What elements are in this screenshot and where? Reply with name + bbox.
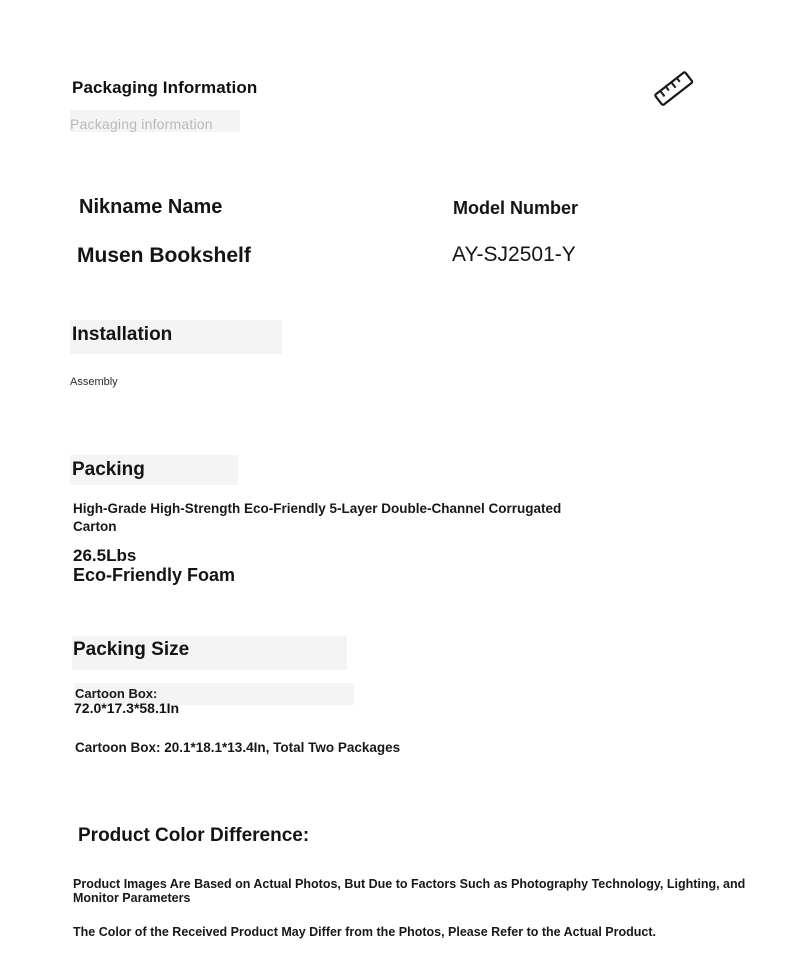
packing-material-value: High-Grade High-Strength Eco-Friendly 5-Layer Double-Channel Corrugated Carton <box>73 501 562 534</box>
packing-weight-value: 26.5Lbs <box>73 546 137 565</box>
ruler-icon <box>653 68 695 110</box>
packing-foam-value: Eco-Friendly Foam <box>73 565 236 585</box>
installation-value: Assembly <box>70 376 118 388</box>
carton-box-2-value: Cartoon Box: 20.1*18.1*13.4In, Total Two Packages <box>75 740 401 755</box>
page-title: Packaging Information <box>72 78 258 97</box>
carton-box-1-label: Cartoon Box: <box>75 686 158 701</box>
model-number-value: AY-SJ2501-Y <box>452 243 576 266</box>
color-difference-label: Product Color Difference: <box>78 825 310 846</box>
carton-box-1-value: 72.0*17.3*58.1In <box>74 700 180 716</box>
color-difference-line-1: Product Images Are Based on Actual Photos, But Due to Factors Such as Photography Technology, Lighting, and Monitor Parameters <box>73 877 746 905</box>
nickname-label: Nikname Name <box>79 196 223 218</box>
packing-label: Packing <box>72 459 145 480</box>
color-difference-line-2: The Color of the Received Product May Differ from the Photos, Please Refer to the Actual Product. <box>73 925 656 939</box>
model-number-label: Model Number <box>453 198 579 218</box>
page-subtitle: Packaging information <box>70 116 213 132</box>
packing-size-label: Packing Size <box>73 639 190 660</box>
installation-label: Installation <box>72 324 173 345</box>
nickname-value: Musen Bookshelf <box>77 244 251 267</box>
